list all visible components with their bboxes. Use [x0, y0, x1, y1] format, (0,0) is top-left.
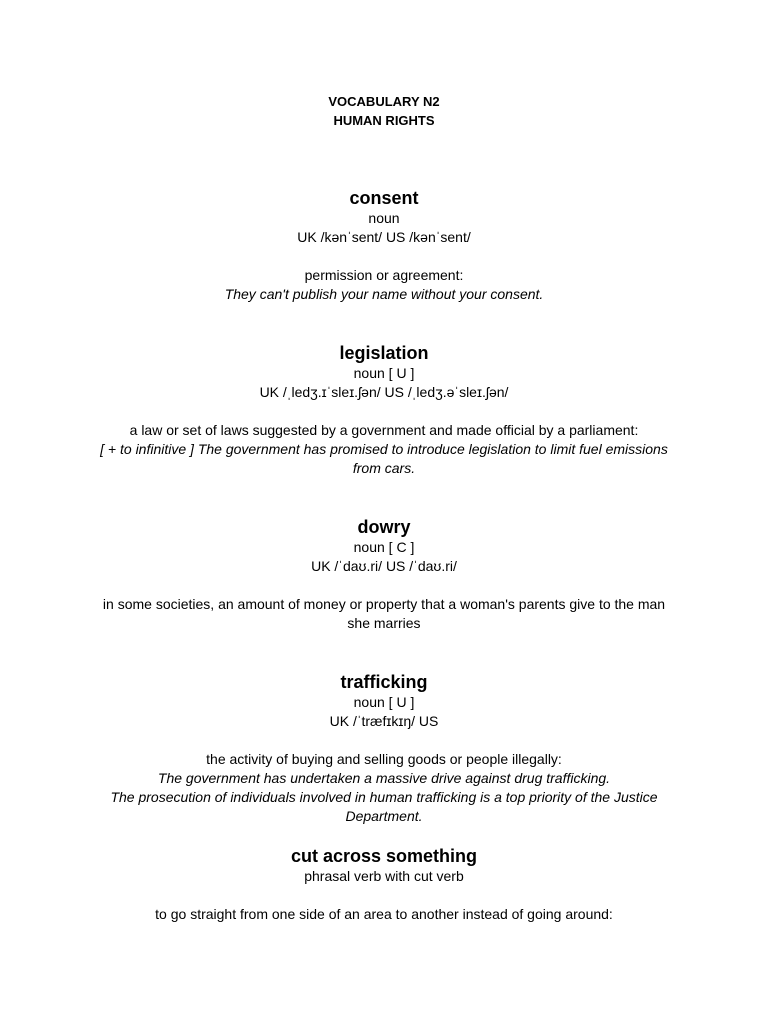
- entry-trafficking: [90, 671, 678, 826]
- example-sentence: They can't publish your name without your consent.: [224, 286, 544, 302]
- headword: legislation: [339, 343, 429, 363]
- example-sentence: The government has undertaken a massive drive against drug trafficking.: [157, 770, 611, 786]
- entry-consent: [90, 187, 678, 304]
- entry-cut-across-something: [90, 845, 678, 924]
- definition: permission or agreement:: [304, 267, 464, 283]
- definition: to go straight from one side of an area to another instead of going around:: [155, 906, 613, 922]
- document-subtitle: HUMAN RIGHTS: [333, 113, 435, 128]
- part-of-speech: noun [ U ]: [353, 365, 415, 381]
- headword: dowry: [357, 517, 411, 537]
- part-of-speech: noun: [368, 210, 400, 226]
- part-of-speech: phrasal verb with cut verb: [304, 868, 464, 884]
- document-header: [0, 92, 768, 130]
- pronunciation: UK /ˈtræfɪkɪŋ/ US: [329, 713, 439, 729]
- pronunciation: UK /ˈdaʊ.ri/ US /ˈdaʊ.ri/: [311, 558, 457, 574]
- definition: a law or set of laws suggested by a government and made official by a parliament:: [129, 422, 639, 438]
- definition: in some societies, an amount of money or property that a woman's parents give to the man she marries: [102, 596, 666, 631]
- part-of-speech: noun [ U ]: [353, 694, 415, 710]
- pronunciation: UK /ˌledʒ.ɪˈsleɪ.ʃən/ US /ˌledʒ.əˈsleɪ.ʃən/: [259, 384, 509, 400]
- document-title: VOCABULARY N2: [328, 94, 440, 109]
- part-of-speech: noun [ C ]: [353, 539, 415, 555]
- pronunciation: UK /kənˈsent/ US /kənˈsent/: [297, 229, 471, 245]
- example-sentence: The prosecution of individuals involved in human trafficking is a top priority of the Justice Department.: [110, 789, 658, 824]
- definition: the activity of buying and selling goods or people illegally:: [206, 751, 562, 767]
- entry-dowry: [90, 516, 678, 633]
- headword: consent: [349, 188, 419, 208]
- headword: trafficking: [340, 672, 428, 692]
- headword: cut across something: [290, 846, 478, 866]
- example-sentence: [ + to infinitive ] The government has promised to introduce legislation to limit fuel emissions from cars.: [100, 441, 668, 476]
- entry-legislation: [90, 342, 678, 478]
